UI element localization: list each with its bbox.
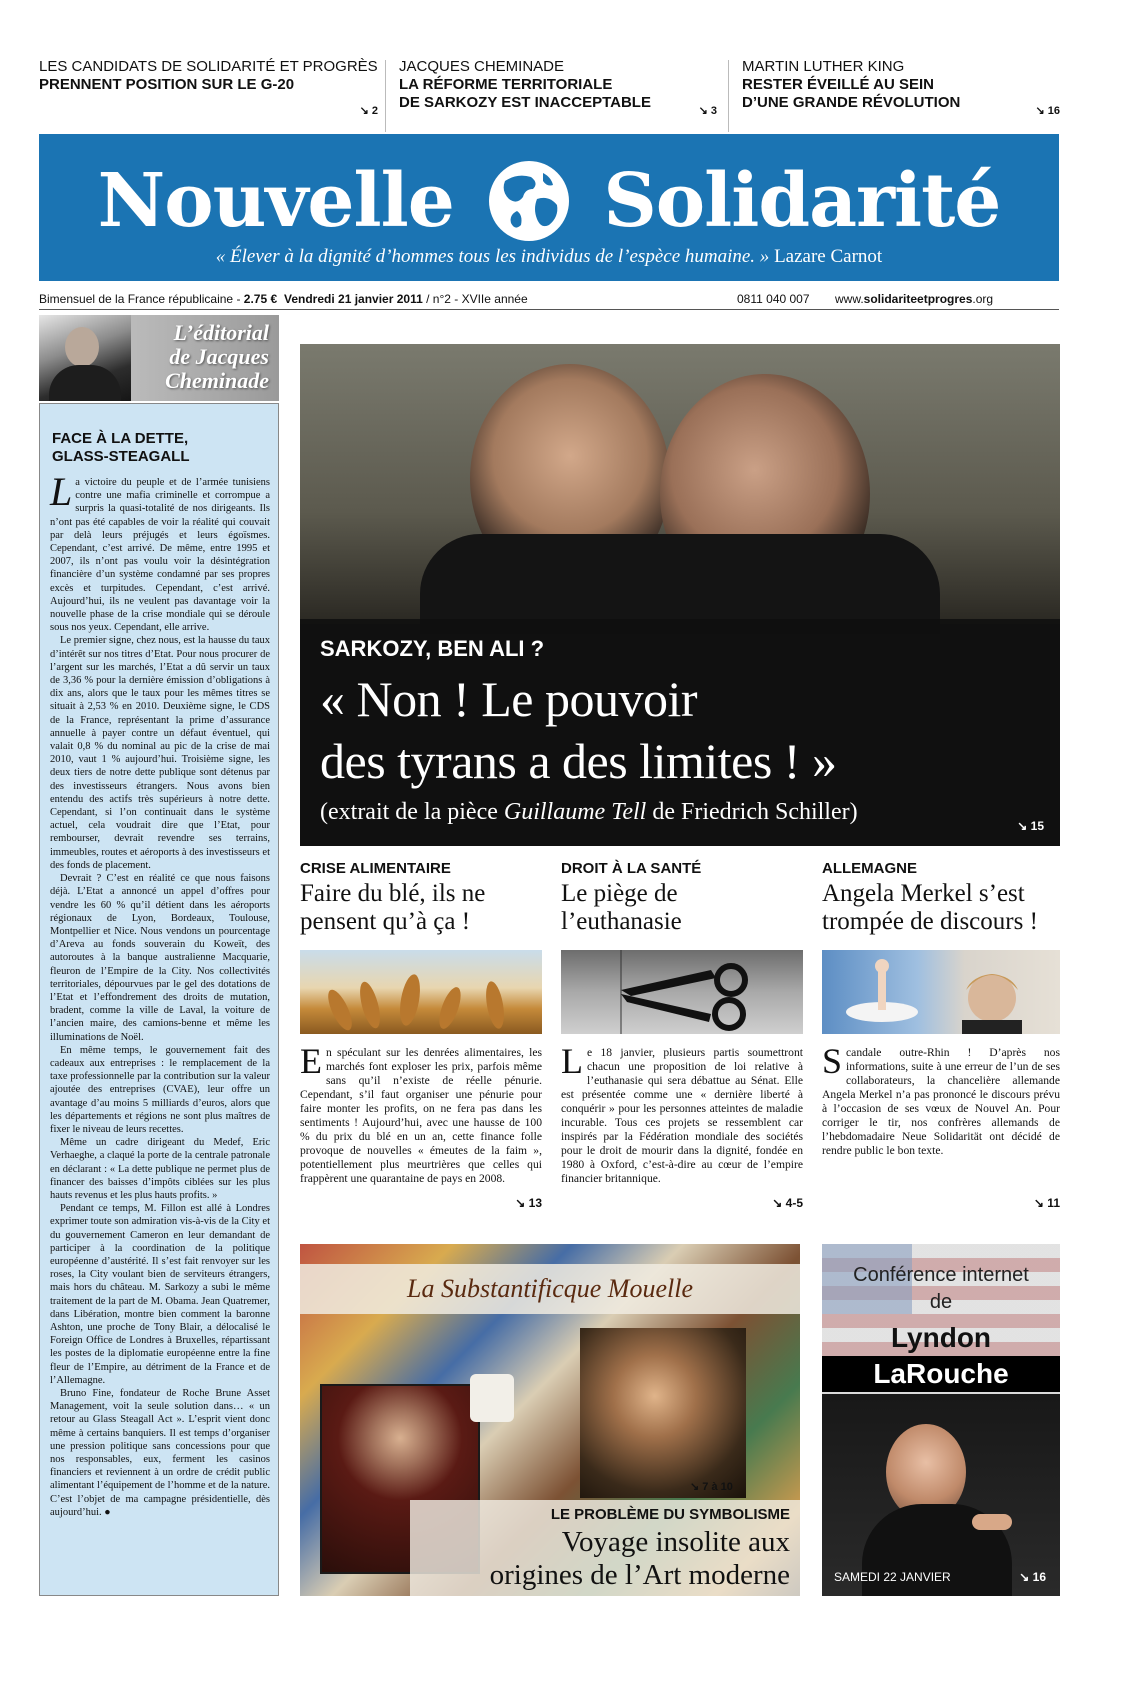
info-bar (39, 288, 1059, 310)
editorial-title-line: FACE À LA DETTE, (52, 430, 189, 447)
teaser-headline: D’UNE GRANDE RÉVOLUTION (742, 94, 961, 111)
lead-subtitle (320, 799, 858, 826)
motto-quote: « Élever à la dignité d’hommes tous les individus de l’espèce humaine. » (215, 246, 770, 267)
lead-story[interactable] (300, 344, 1060, 846)
drop-cap: L (561, 1041, 583, 1081)
speaker-first-name: Lyndon (890, 1322, 992, 1353)
lead-subtitle-part: de Friedrich Schiller) (646, 799, 858, 825)
feature-kicker: LE PROBLÈME DU SYMBOLISME (550, 1506, 790, 1523)
editorial-paragraph: Pendant ce temps, M. Fillon est allé à Londres exprimer toute son admiration vis-à-vis de la City et du gouvernement Cameron en leur demandant de participer à la coordination de la politique européenne d’austérité. Il s’est fait renvoyer sur les roses, la City voulant bien de serviteurs étrangers, mais hors du château. M. Sarkozy a subi le même traitement de la part de M. Obama. Jean Quatremer, dans Libération, montre bien comment la baronne Ashton, une proche de Tony Blair, a délocalisé le Foreign Office de Londres à Bruxelles, répartissant les postes de la diplomatie européenne entre la fine fleur de l’Empire, au détriment de la France et de l’Allemagne. (50, 1203, 270, 1386)
teaser-headline: PRENNENT POSITION SUR LE G-20 (39, 76, 295, 93)
publication-info (39, 292, 277, 306)
article-body (561, 1041, 803, 1186)
conference-date: SAMEDI 22 JANVIER (834, 1570, 951, 1584)
editorial-label (165, 321, 269, 393)
masthead-motto (39, 246, 1059, 268)
article-text: candale outre-Rhin ! D’après nos informations, suite à une erreur de l’un de ses collaborateurs, la chancelière allemande Angela Merkel n’a pas prononcé le discours prévu à l’occasion de ses vœux de Nouvel An. Pour corriger le tir, nos confrères allemands de l’hebdomadaire Neue Solidarität ont décidé de rendre public le bon texte. (822, 1046, 1060, 1157)
price: 2.75 € (243, 292, 278, 306)
editorial-paragraph: Devrait ? C’est en réalité ce que nous faisons déjà. L’Etat a annoncé un appel d’offres pour vendre les 60 % qu’il détient dans les aéroports régionaux de Lyon, Bordeaux, Toulouse, Montpellier et Nice. Nous vendons un pourcentage d’Areva au fonds souverain du Koweït, des autoroutes à la banque australienne Macquarie, fleuron de l’Empire de la City. Nos collectivités territoriales, dépourvues par le gel des dotations de l’Etat et l’effondrement des droits de mutation, bradent, comme la ville de Laval, la voiture de l’ancien maire, des camions-benne et même les illuminations de Noël. (50, 873, 270, 1043)
teaser-headline: DE SARKOZY EST INACCEPTABLE (399, 94, 651, 111)
conference-title-line: Conférence internet (853, 1264, 1029, 1286)
lead-kicker: SARKOZY, BEN ALI ? (320, 636, 545, 661)
issue-info (284, 292, 528, 306)
teaser-solidarite-g20[interactable] (39, 58, 384, 128)
article-kicker: CRISE ALIMENTAIRE (300, 860, 451, 877)
article-kicker: DROIT À LA SANTÉ (561, 860, 702, 877)
speaker-photo (822, 1394, 1060, 1596)
feature-banner: La Substantificque Mouelle (407, 1274, 693, 1303)
article-headline: Angela Merkel s’est trompée de discours ! (822, 880, 1038, 935)
article-body (822, 1041, 1060, 1158)
article-body (300, 1041, 542, 1186)
teaser-kicker: JACQUES CHEMINADE (399, 58, 565, 75)
page-ref: ↘ 2 (359, 105, 378, 117)
conference-title-line: de (929, 1291, 953, 1313)
teaser-kicker: LES CANDIDATS DE SOLIDARITÉ ET PROGRÈS (39, 58, 378, 75)
editorial-paragraph: Même un cadre dirigeant du Medef, Eric Verhaeghe, a claqué la porte de la centrale patronale en déclarant : « La dette publique ne permet plus de financer des baisses d’impôts ciblées sur les plus hauts revenus et les plus hauts profits. » (50, 1137, 270, 1201)
article-headline: Le piège de l’euthanasie (561, 880, 682, 935)
teaser-divider (728, 60, 729, 132)
publication-label: Bimensuel de la France républicaine - (39, 292, 241, 306)
phone: 0811 040 007 (737, 292, 810, 306)
page-ref: ↘ 16 (1035, 105, 1060, 117)
lead-headline-line: des tyrans a des limites ! » (320, 733, 837, 789)
teaser-kicker: MARTIN LUTHER KING (742, 58, 905, 75)
url-suffix: .org (972, 292, 994, 306)
author-photo (39, 315, 131, 401)
website-link[interactable] (835, 292, 993, 306)
teaser-headline: RESTER ÉVEILLÉ AU SEIN (742, 76, 934, 93)
globe-icon (487, 159, 571, 243)
article-crise-alimentaire[interactable] (300, 860, 542, 1220)
teaser-divider (385, 60, 386, 132)
issue-number: / n°2 - XVIIe année (426, 292, 528, 306)
scissors-photo (561, 950, 803, 1034)
page-ref: ↘ 3 (698, 105, 717, 117)
lead-subtitle-part: (extrait de la pièce (320, 799, 504, 825)
editorial-paragraph: Bruno Fine, fondateur de Roche Brune Asset Management, voit la seule solution dans… « un retour au Glass Steagall Act ». L’esprit vient donc même à certains banquiers. Il est temps d’organiser une pression politique sans concessions pour que nos responsables, eux, ferment les casinos financiers et reviennent à un ordre de crédit public alimentant l’équipement de l’homme et de la nature. C’est l’objet de ma campagne présidentielle, dès aujourd’hui. ● (50, 1388, 270, 1518)
masthead-title (39, 152, 1059, 244)
speaker-last-name: LaRouche (822, 1356, 1060, 1392)
url-prefix: www. (835, 292, 864, 306)
article-text: n spéculant sur les denrées alimentaires, les marchés font exploser les prix, parfois même sans qu’il n’existe de réelle pénurie. Cependant, s’il faut organiser une pénurie pour faire monter les profits, on ne fera pas dans les sentiments ! Aujourd’hui, avec une hausse de 100 % du prix du blé en un an, cette finance folle provoque de nouvelles « émeutes de la faim », potentiellement plus meurtrières que celles qui frappèrent une quarantaine de pays en 2008. (300, 1046, 542, 1185)
drop-cap: L (50, 469, 73, 514)
page-ref: ↘ 7 à 10 (690, 1481, 733, 1493)
conference-title (822, 1262, 1060, 1316)
leonardo-painting (580, 1328, 746, 1498)
merkel-photo (822, 950, 1060, 1034)
teaser-cheminade-reforme[interactable] (399, 58, 717, 128)
article-merkel[interactable] (822, 860, 1060, 1220)
masthead-word-2: Solidarité (603, 157, 1001, 244)
editorial-paragraph: a victoire du peuple et de l’armée tunisiens contre une mafia criminelle et corrompue a surpris la quasi-totalité de nos dirigeants. Ils n’ont pas été capables de voir la réalité qui couvait par delà leurs préjugés et leurs égoïsmes. Cependant, c’est arrivé. De même, entre 1995 et 2007, ils n’ont pas voulu voir la désintégration financière d’un système condamné par ses propres excès et turpitudes. Cependant, c’est arrivé. Aujourd’hui, ils ne veulent pas davantage voir la nouvelle phase de la crise mondiale qui se déroule sous nos yeux. Cependant, elle arrive. (50, 477, 270, 634)
masthead (39, 134, 1059, 284)
lead-headline (320, 668, 836, 792)
page-ref: ↘ 16 (1019, 1570, 1046, 1584)
article-headline: Faire du blé, ils ne pensent qu’à ça ! (300, 880, 486, 935)
feature-headline-line: Voyage insolite aux (561, 1526, 790, 1558)
editorial-paragraph: En même temps, le gouvernement fait des cadeaux aux entreprises : le remplacement de la taxe professionnelle par la contribution sur la valeur ajoutée des entreprises (CVAE), leur offre un avantage d’au moins 5 milliards d’euros, alors que les départements et régions ne sont plus maîtres de fixer le niveau de leurs recettes. (50, 1044, 270, 1135)
motto-author: Lazare Carnot (774, 246, 883, 267)
url-domain: solidariteetprogres (863, 292, 973, 306)
feature-headline (360, 1526, 790, 1592)
issue-date: Vendredi 21 janvier 2011 (284, 292, 423, 306)
page-ref: ↘ 15 (1017, 819, 1044, 833)
editorial-label-line: L’éditorial (173, 320, 269, 345)
wheat-photo (300, 950, 542, 1034)
editorial-header (39, 315, 279, 401)
editorial-label-line: de Jacques (169, 344, 269, 369)
teaser-mlk[interactable] (742, 58, 1060, 128)
editorial-body (50, 469, 270, 1519)
editorial-box (39, 403, 279, 1596)
article-text: e 18 janvier, plusieurs partis soumettront chacun une proposition de loi relative à l’euthanasie qui sera débattue au Sénat. Elle est présentée comme une « dernière liberté à conquérir » pour les personnes atteintes de maladie incurable. Tous ces projets se ressemblent car inspirés par la Fédération mondiale des sociétés pour le droit de mourir dans la dignité, fondée en 1980 à Oxford, c’est-à-dire au cœur de l’empire financier britannique. (561, 1046, 803, 1185)
lead-headline-line: « Non ! Le pouvoir (320, 671, 698, 727)
article-kicker: ALLEMAGNE (822, 860, 917, 877)
conference-promo[interactable] (822, 1244, 1060, 1596)
page-ref: ↘ 11 (1033, 1196, 1060, 1210)
art-feature[interactable] (300, 1244, 800, 1596)
masthead-word-1: Nouvelle (97, 157, 454, 244)
seal-emblem (470, 1374, 514, 1422)
teaser-headline: LA RÉFORME TERRITORIALE (399, 76, 613, 93)
lead-subtitle-title: Guillaume Tell (503, 799, 647, 825)
drop-cap: E (300, 1041, 322, 1081)
speaker-name (822, 1320, 1060, 1392)
page-ref: ↘ 4-5 (772, 1196, 803, 1210)
editorial-paragraph: Le premier signe, chez nous, est la hausse du taux d’intérêt sur nos titres d’Etat. Pour nous procurer de l’argent sur les marchés, l’Etat a dû servir un taux de 3,36 % pour la dernière émission d’obligations à dix ans, alors que le taux pour les mêmes titres se situait à 2,53 % en 2010. Deuxième signe, le CDS de la France, représentant la prime d’assurance annuelle à payer contre un défaut éventuel, qui valait 0,8 % du nominal au pic de la crise de mai 2010, vaut 1 % aujourd’hui. Troisième signe, les deux tiers de notre dette publique sont détenus par des investisseurs étrangers. Nous avons bien entendu des actifs très supérieurs à notre dette. Cependant, si l’on continuait dans le système actuel, cela voudrait dire que l’Etat, pour rembourser, devrait revendre ses terrains, immeubles, routes et aéroports à des investisseurs et des fonds de placement. (50, 635, 270, 871)
editorial-title (52, 430, 190, 466)
feature-headline-line: origines de l’Art moderne (489, 1559, 790, 1591)
editorial-title-line: GLASS-STEAGALL (52, 448, 190, 465)
page-ref: ↘ 13 (515, 1196, 542, 1210)
drop-cap: S (822, 1041, 843, 1081)
lead-photo (300, 344, 1060, 624)
article-euthanasie[interactable] (561, 860, 803, 1220)
editorial-label-line: Cheminade (165, 368, 269, 393)
